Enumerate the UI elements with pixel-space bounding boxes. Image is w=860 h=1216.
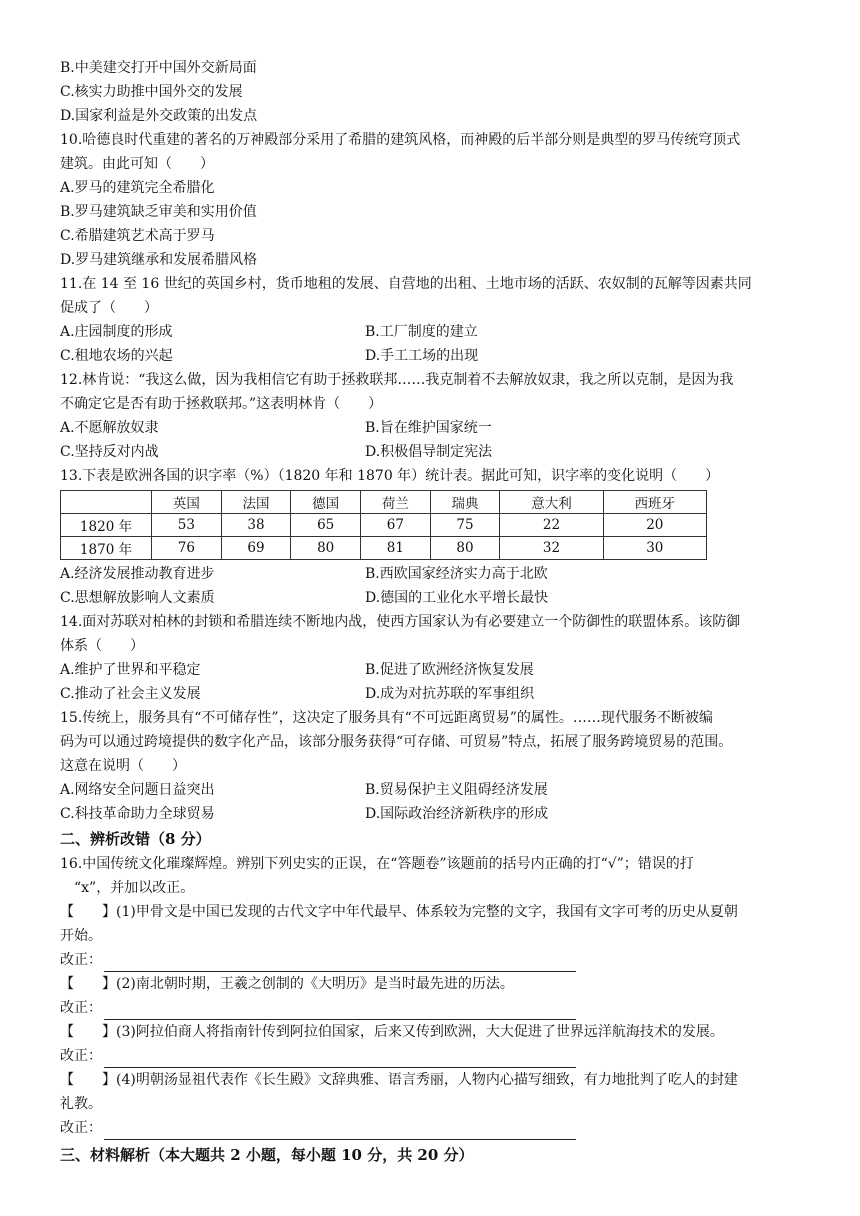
q13-option-a: A.经济发展推动教育进步 xyxy=(60,566,215,582)
correction-input-line[interactable] xyxy=(104,957,576,972)
q15-options-row1 xyxy=(60,778,805,802)
q14-options-row2 xyxy=(60,682,805,706)
table-cell: 69 xyxy=(221,537,291,560)
correction-label: 改正： xyxy=(60,1120,102,1136)
table-header-cell xyxy=(61,491,152,514)
correction-label: 改正： xyxy=(60,1000,102,1016)
correction-line-2 xyxy=(60,996,805,1020)
q15-stem-line1: 15.传统上，服务具有“不可储存性”，这决定了服务具有“不可远距离贸易”的属性。……现代服务不断被编 xyxy=(60,710,713,726)
q11-option-c: C.租地农场的兴起 xyxy=(60,348,173,364)
q11-stem-line1: 11.在 14 至 16 世纪的英国乡村，货币地租的发展、自营地的出租、土地市场的活跃、农奴制的瓦解等因素共同 xyxy=(60,276,752,292)
correction-label: 改正： xyxy=(60,1048,102,1064)
q9-option-d: D.国家利益是外交政策的出发点 xyxy=(60,108,258,124)
q12-options-row2 xyxy=(60,440,805,464)
table-header-row xyxy=(61,491,707,514)
q16-intro-line2: “x”，并加以改正。 xyxy=(74,880,195,896)
q10-stem-line1: 10.哈德良时代重建的著名的万神殿部分采用了希腊的建筑风格，而神殿的后半部分则是典型的罗马传统穹顶式 xyxy=(60,132,741,148)
q14-stem-line2: 体系（ ） xyxy=(60,638,144,654)
q16-item-3 xyxy=(60,1020,805,1044)
q14-stem-line1: 14.面对苏联对柏林的封锁和希腊连续不断地内战，使西方国家认为有必要建立一个防御性的联盟体系。该防御 xyxy=(60,614,741,630)
correction-input-line[interactable] xyxy=(104,1053,576,1068)
q14-option-c: C.推动了社会主义发展 xyxy=(60,686,201,702)
table-cell: 81 xyxy=(361,537,431,560)
table-row xyxy=(61,537,707,560)
q15-option-a: A.网络安全问题日益突出 xyxy=(60,782,215,798)
q12-option-c: C.坚持反对内战 xyxy=(60,444,159,460)
table-cell: 22 xyxy=(500,514,603,537)
correction-input-line[interactable] xyxy=(104,1005,576,1020)
q10-option-d: D.罗马建筑继承和发展希腊风格 xyxy=(60,252,258,268)
table-cell: 80 xyxy=(430,537,500,560)
q10-stem-line2: 建筑。由此可知（ ） xyxy=(60,156,214,172)
q12-stem-line1: 12.林肯说：“我这么做，因为我相信它有助于拯救联邦……我克制着不去解放奴隶，我之所以克制，是因为我 xyxy=(60,372,734,388)
q16-item-text: (2)南北朝时期，王羲之创制的《大明历》是当时最先进的历法。 xyxy=(116,976,514,992)
q13-options-row2 xyxy=(60,586,805,610)
q14-options-row1 xyxy=(60,658,805,682)
q16-item-text: (1)甲骨文是中国已发现的古代文字中年代最早、体系较为完整的文字，我国有文字可考的历史从夏朝 xyxy=(116,904,738,920)
table-cell: 20 xyxy=(603,514,706,537)
correction-line-1 xyxy=(60,948,805,972)
table-header-cell: 意大利 xyxy=(500,491,603,514)
table-header-cell: 瑞典 xyxy=(430,491,500,514)
q16-item-4 xyxy=(60,1068,805,1092)
q15-stem-line2: 码为可以通过跨境提供的数字化产品，该部分服务获得“可存储、可贸易”特点，拓展了服务跨境贸易的范围。 xyxy=(60,734,733,750)
exam-page xyxy=(60,56,805,1168)
q15-option-c: C.科技革命助力全球贸易 xyxy=(60,806,215,822)
q16-item-4-cont: 礼教。 xyxy=(60,1096,102,1112)
table-cell: 38 xyxy=(221,514,291,537)
q15-stem-line3: 这意在说明（ ） xyxy=(60,758,186,774)
q12-option-a: A.不愿解放奴隶 xyxy=(60,420,159,436)
q12-option-b: B.旨在维护国家统一 xyxy=(365,420,492,436)
table-cell: 76 xyxy=(152,537,222,560)
q15-option-b: B.贸易保护主义阻碍经济发展 xyxy=(365,782,548,798)
q16-item-1-cont: 开始。 xyxy=(60,928,102,944)
q14-option-d: D.成为对抗苏联的军事组织 xyxy=(365,686,535,702)
answer-bracket[interactable]: 【 】 xyxy=(60,976,116,992)
section-2-title: 二、辨析改错（8 分） xyxy=(60,830,211,848)
q14-option-b: B.促进了欧洲经济恢复发展 xyxy=(365,662,534,678)
table-cell: 53 xyxy=(152,514,222,537)
q10-option-b: B.罗马建筑缺乏审美和实用价值 xyxy=(60,204,257,220)
q16-item-text: (4)明朝汤显祖代表作《长生殿》文辞典雅、语言秀丽，人物内心描写细致，有力地批判了吃人的封建 xyxy=(116,1072,738,1088)
table-header-cell: 德国 xyxy=(291,491,361,514)
q12-stem-line2: 不确定它是否有助于拯救联邦。”这表明林肯（ ） xyxy=(60,396,383,412)
correction-line-4 xyxy=(60,1116,805,1140)
q11-options-row1 xyxy=(60,320,805,344)
q11-options-row2 xyxy=(60,344,805,368)
correction-input-line[interactable] xyxy=(104,1125,576,1140)
correction-line-3 xyxy=(60,1044,805,1068)
answer-bracket[interactable]: 【 】 xyxy=(60,904,116,920)
q16-item-2 xyxy=(60,972,805,996)
literacy-table xyxy=(60,490,707,560)
table-cell: 32 xyxy=(500,537,603,560)
q13-options-row1 xyxy=(60,562,805,586)
q14-option-a: A.维护了世界和平稳定 xyxy=(60,662,201,678)
section-3-title: 三、材料解析（本大题共 2 小题，每小题 10 分，共 20 分） xyxy=(60,1146,474,1164)
answer-bracket[interactable]: 【 】 xyxy=(60,1024,116,1040)
table-cell: 1870 年 xyxy=(61,537,152,560)
q13-option-c: C.思想解放影响人文素质 xyxy=(60,590,215,606)
table-cell: 65 xyxy=(291,514,361,537)
q15-options-row2 xyxy=(60,802,805,826)
q15-option-d: D.国际政治经济新秩序的形成 xyxy=(365,806,549,822)
q11-stem-line2: 促成了（ ） xyxy=(60,300,158,316)
q10-option-c: C.希腊建筑艺术高于罗马 xyxy=(60,228,215,244)
table-cell: 67 xyxy=(361,514,431,537)
answer-bracket[interactable]: 【 】 xyxy=(60,1072,116,1088)
q9-option-c: C.核实力助推中国外交的发展 xyxy=(60,84,243,100)
q10-option-a: A.罗马的建筑完全希腊化 xyxy=(60,180,215,196)
q11-option-a: A.庄园制度的形成 xyxy=(60,324,173,340)
q12-option-d: D.积极倡导制定宪法 xyxy=(365,444,493,460)
q16-item-1 xyxy=(60,900,805,924)
table-row xyxy=(61,514,707,537)
q11-option-b: B.工厂制度的建立 xyxy=(365,324,478,340)
q11-option-d: D.手工工场的出现 xyxy=(365,348,479,364)
q13-option-d: D.德国的工业化水平增长最快 xyxy=(365,590,549,606)
table-cell: 75 xyxy=(430,514,500,537)
correction-label: 改正： xyxy=(60,952,102,968)
table-cell: 80 xyxy=(291,537,361,560)
q16-item-text: (3)阿拉伯商人将指南针传到阿拉伯国家，后来又传到欧洲，大大促进了世界远洋航海技术的发展。 xyxy=(116,1024,724,1040)
q16-intro-line1: 16.中国传统文化璀璨辉煌。辨别下列史实的正误，在“答题卷”该题前的括号内正确的打“√”；错误的打 xyxy=(60,856,694,872)
table-header-cell: 西班牙 xyxy=(603,491,706,514)
table-header-cell: 英国 xyxy=(152,491,222,514)
q12-options-row1 xyxy=(60,416,805,440)
q13-option-b: B.西欧国家经济实力高于北欧 xyxy=(365,566,548,582)
table-header-cell: 荷兰 xyxy=(361,491,431,514)
table-cell: 1820 年 xyxy=(61,514,152,537)
q13-stem: 13.下表是欧洲各国的识字率（%）（1820 年和 1870 年）统计表。据此可知，识字率的变化说明（ ） xyxy=(60,468,720,484)
table-cell: 30 xyxy=(603,537,706,560)
q9-option-b: B.中美建交打开中国外交新局面 xyxy=(60,60,257,76)
table-header-cell: 法国 xyxy=(221,491,291,514)
